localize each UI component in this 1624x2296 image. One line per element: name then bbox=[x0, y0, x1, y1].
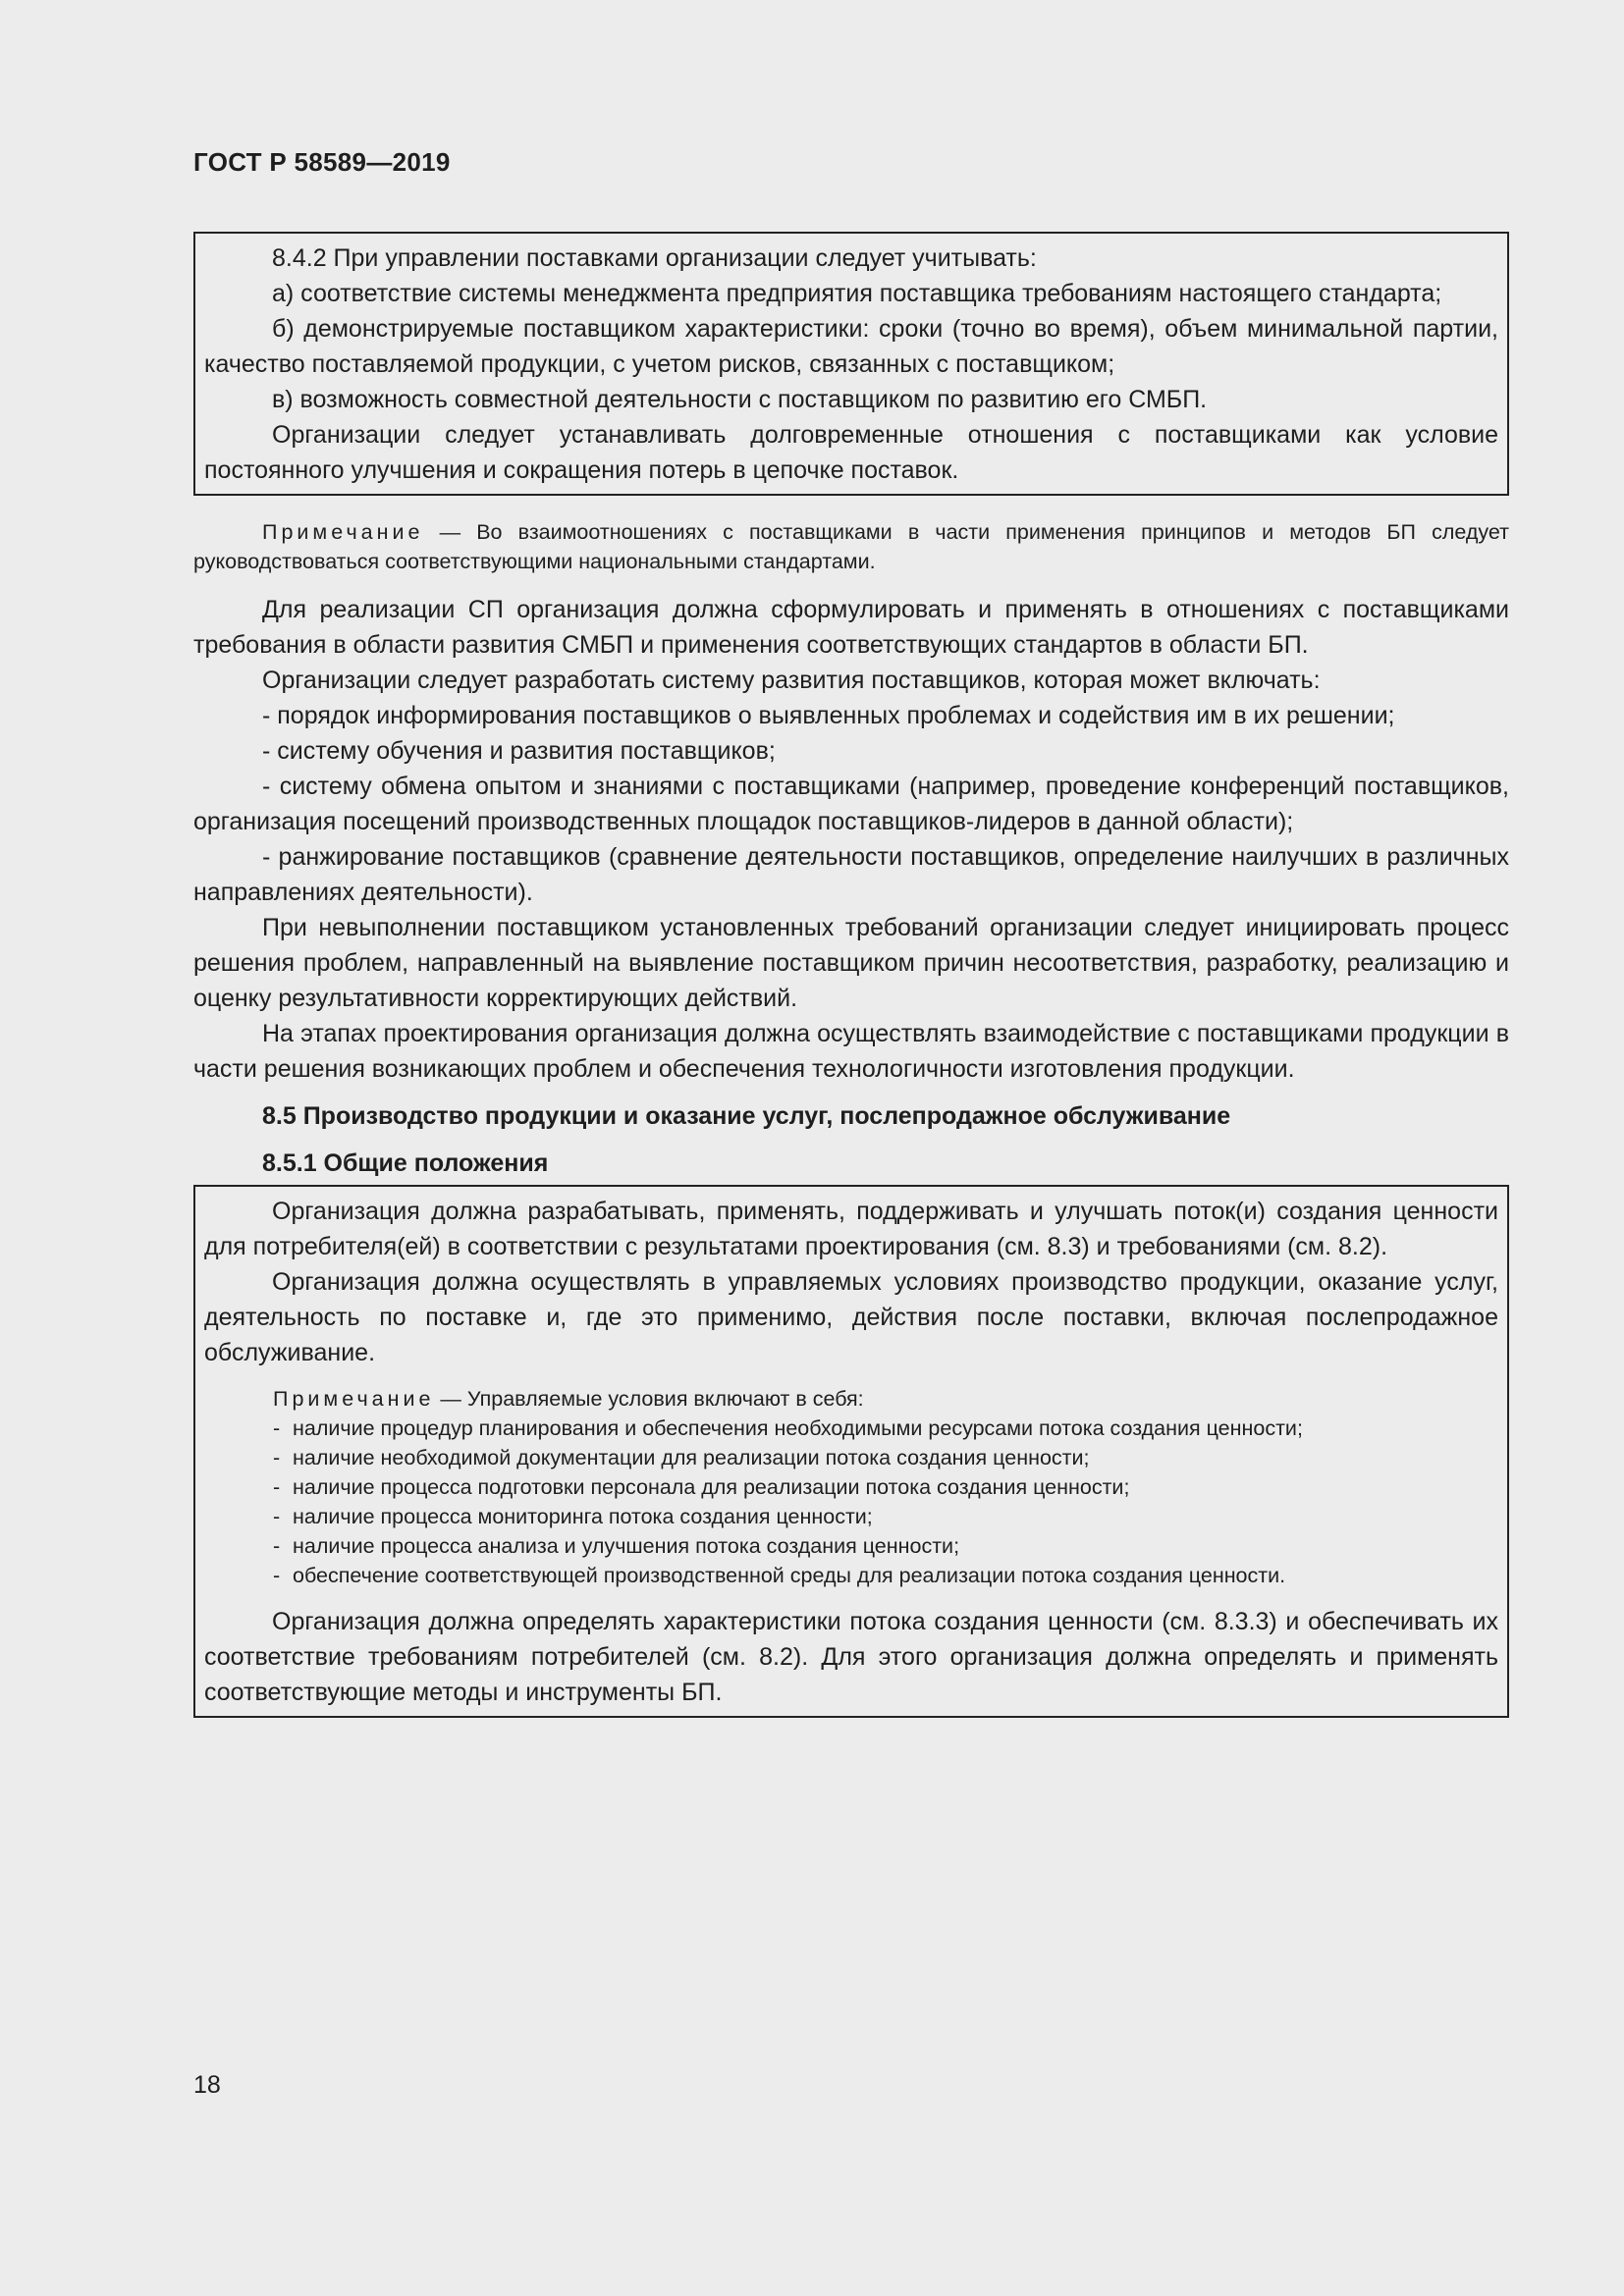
note-text: — Управляемые условия включают в себя: bbox=[434, 1387, 864, 1411]
note-1 bbox=[193, 517, 1509, 576]
note-item: обеспечение соответствующей производственной среды для реализации потока создания ценности. bbox=[293, 1564, 1286, 1587]
body-list-item: - систему обмена опытом и знаниями с поставщиками (например, проведение конференций поставщиков, организация посещений производственных площадок поставщиков-лидеров в данной области); bbox=[193, 773, 1509, 835]
list-item-v: в) возможность совместной деятельности с поставщиком по развитию его СМБП. bbox=[272, 386, 1208, 413]
section-heading-8-5: 8.5 Производство продукции и оказание услуг, послепродажное обслуживание bbox=[262, 1102, 1231, 1130]
body-paragraph: На этапах проектирования организация должна осуществлять взаимодействие с поставщиками продукции в части решения возникающих проблем и обеспечения технологичности изготовления продукции. bbox=[193, 1020, 1509, 1083]
note-item: наличие процесса анализа и улучшения потока создания ценности; bbox=[293, 1534, 960, 1558]
note-label: Примечание bbox=[273, 1387, 435, 1411]
body-list-item: - ранжирование поставщиков (сравнение деятельности поставщиков, определение наилучших в различных направлениях деятельности). bbox=[193, 843, 1509, 906]
framed-text-box-1 bbox=[193, 232, 1509, 496]
note-text: — Во взаимоотношениях с поставщиками в части применения принципов и методов БП следует руководствоваться соответствующими национальными стандартами. bbox=[193, 520, 1509, 573]
note-item: наличие необходимой документации для реализации потока создания ценности; bbox=[293, 1446, 1090, 1469]
page-content bbox=[193, 232, 1509, 1718]
section-heading-8-5-1: 8.5.1 Общие положения bbox=[262, 1149, 549, 1177]
box2-paragraph: Организация должна осуществлять в управляемых условиях производство продукции, оказание услуг, деятельность по поставке и, где это применимо, действия после поставки, включая послепродажное обслуживание. bbox=[204, 1268, 1498, 1366]
list-item-b: б) демонстрируемые поставщиком характеристики: сроки (точно во время), объем минимальной партии, качество поставляемой продукции, с учетом рисков, связанных с поставщиком; bbox=[204, 315, 1498, 378]
body-list-item: - порядок информирования поставщиков о выявленных проблемах и содействия им в их решении; bbox=[262, 702, 1395, 729]
note-item: наличие процедур планирования и обеспечения необходимыми ресурсами потока создания ценности; bbox=[293, 1416, 1303, 1440]
paragraph-long-term-relations: Организации следует устанавливать долговременные отношения с поставщиками как условие постоянного улучшения и сокращения потерь в цепочке поставок. bbox=[204, 421, 1498, 484]
note-label: Примечание bbox=[262, 520, 424, 544]
body-paragraph: Для реализации СП организация должна сформулировать и применять в отношениях с поставщиками требования в области развития СМБП и применения соответствующих стандартов в области БП. bbox=[193, 596, 1509, 659]
list-item-a: а) соответствие системы менеджмента предприятия поставщика требованиям настоящего стандарта; bbox=[272, 280, 1442, 307]
body-paragraph: При невыполнении поставщиком установленных требований организации следует инициировать процесс решения проблем, направленный на выявление поставщиком причин несоответствия, разработку, реализацию и оценку результативности корректирующих действий. bbox=[193, 914, 1509, 1012]
paragraph-8-4-2: 8.4.2 При управлении поставками организации следует учитывать: bbox=[272, 244, 1037, 272]
note-item: наличие процесса мониторинга потока создания ценности; bbox=[293, 1505, 873, 1528]
body-list-item: - систему обучения и развития поставщиков; bbox=[262, 737, 776, 765]
box2-paragraph: Организация должна разрабатывать, применять, поддерживать и улучшать поток(и) создания ценности для потребителя(ей) в соответствии с результатами проектирования (см. 8.3) и требованиями (см. 8.2). bbox=[204, 1198, 1498, 1260]
page-number: 18 bbox=[193, 2071, 221, 2099]
body-paragraph: Организации следует разработать систему развития поставщиков, которая может включать: bbox=[262, 667, 1321, 694]
note-2: Примечание — Управляемые условия включают в себя: - наличие процедур планирования и обеспечения необходимыми ресурсами потока создания ценности; - наличие необходимой документации для реализации потока создания ценности; - наличие процесса подготовки персонала для реализации потока создания ценности; - наличие процесса мониторинга потока создания ценности; - наличие процесса анализа и улучшения потока создания ценности; - обеспечение соответствующей производственной среды для реализации потока создания ценности. bbox=[273, 1387, 1303, 1587]
document-id-header: ГОСТ Р 58589—2019 bbox=[193, 147, 451, 177]
box2-paragraph: Организация должна определять характеристики потока создания ценности (см. 8.3.3) и обеспечивать их соответствие требованиям потребителей (см. 8.2). Для этого организация должна определять и применять соответствующие методы и инструменты БП. bbox=[204, 1608, 1498, 1706]
note-item: наличие процесса подготовки персонала для реализации потока создания ценности; bbox=[293, 1475, 1130, 1499]
framed-text-box-2 bbox=[193, 1185, 1509, 1718]
